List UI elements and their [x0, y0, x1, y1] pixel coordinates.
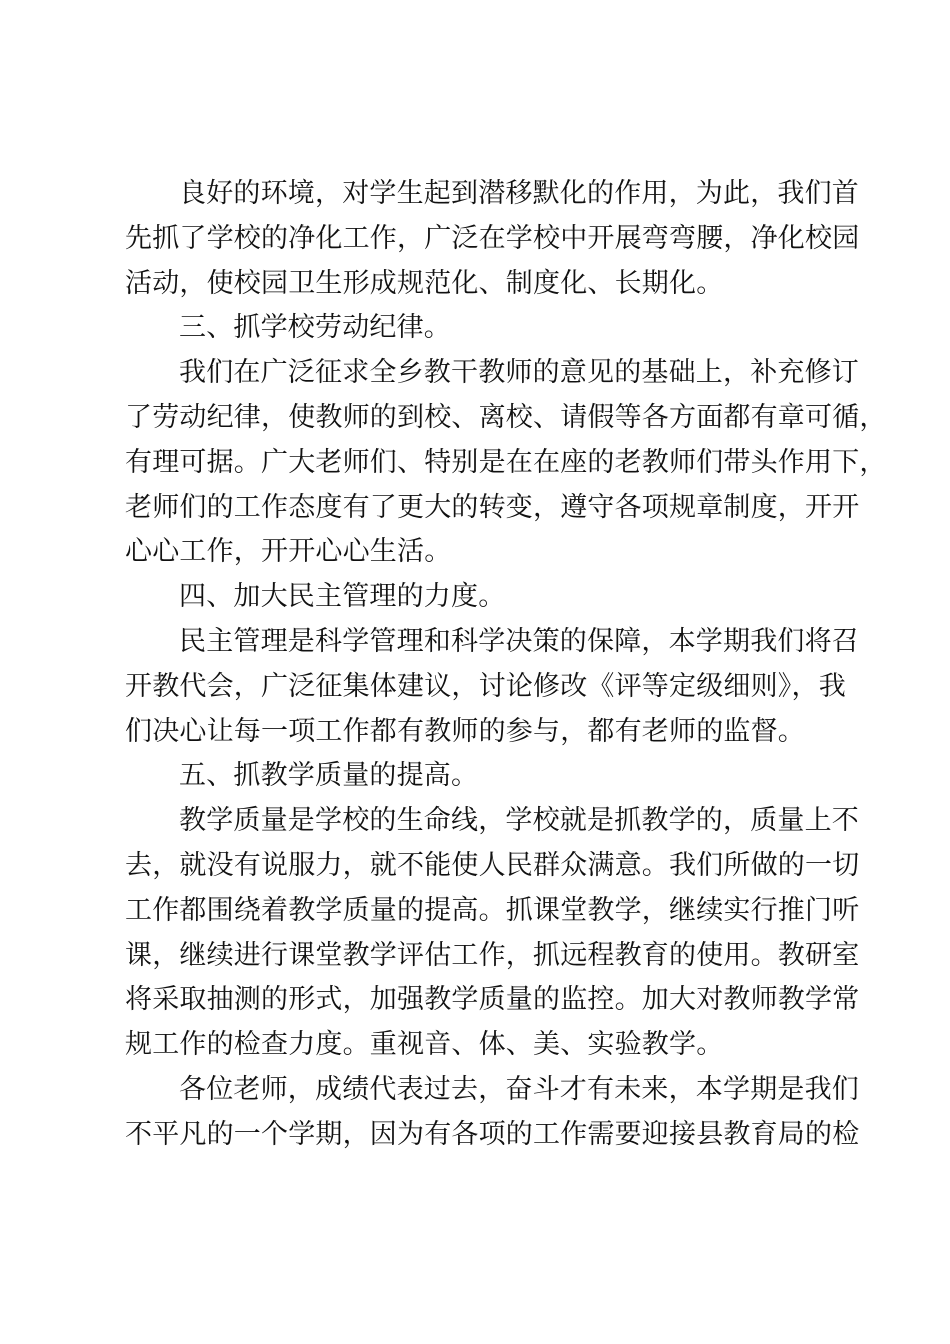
text-line: 有理可据。广大老师们、特别是在在座的老教师们带头作用下， — [125, 446, 887, 478]
text-line: 老师们的工作态度有了更大的转变，遵守各项规章制度，开开 — [125, 491, 860, 523]
text-line: 五、抓教学质量的提高。 — [179, 760, 479, 792]
text-line: 们决心让每一项工作都有教师的参与，都有老师的监督。 — [125, 715, 805, 747]
text-line: 规工作的检查力度。重视音、体、美、实验教学。 — [125, 1029, 724, 1061]
text-line: 开教代会，广泛征集体建议，讨论修改《评等定级细则》，我 — [125, 670, 846, 702]
document-body — [125, 172, 887, 1158]
text-line: 教学质量是学校的生命线，学校就是抓教学的，质量上不 — [179, 805, 859, 837]
text-line: 良好的环境，对学生起到潜移默化的作用，为此，我们首 — [179, 178, 859, 209]
text-line: 去，就没有说服力，就不能使人民群众满意。我们所做的一切 — [125, 849, 860, 881]
text-line: 我们在广泛征求全乡教干教师的意见的基础上，补充修订 — [179, 357, 859, 389]
text-line: 工作都围绕着教学质量的提高。抓课堂教学，继续实行推门听 — [125, 894, 860, 926]
text-line: 了劳动纪律，使教师的到校、离校、请假等各方面都有章可循， — [125, 401, 887, 433]
text-line: 活动，使校园卫生形成规范化、制度化、长期化。 — [125, 267, 724, 299]
text-line: 四、加大民主管理的力度。 — [179, 581, 506, 613]
text-line: 心心工作，开开心心生活。 — [125, 536, 452, 568]
text-line: 三、抓学校劳动纪律。 — [179, 312, 451, 344]
text-line: 各位老师，成绩代表过去，奋斗才有未来，本学期是我们 — [179, 1073, 859, 1105]
text-line: 不平凡的一个学期，因为有各项的工作需要迎接县教育局的检 — [125, 1118, 860, 1150]
text-line: 课，继续进行课堂教学评估工作，抓远程教育的使用。教研室 — [125, 939, 860, 971]
text-line: 将采取抽测的形式，加强教学质量的监控。加大对教师教学常 — [125, 984, 860, 1016]
text-line: 先抓了学校的净化工作，广泛在学校中开展弯弯腰，净化校园 — [125, 222, 860, 254]
text-line: 民主管理是科学管理和科学决策的保障，本学期我们将召 — [179, 625, 859, 657]
